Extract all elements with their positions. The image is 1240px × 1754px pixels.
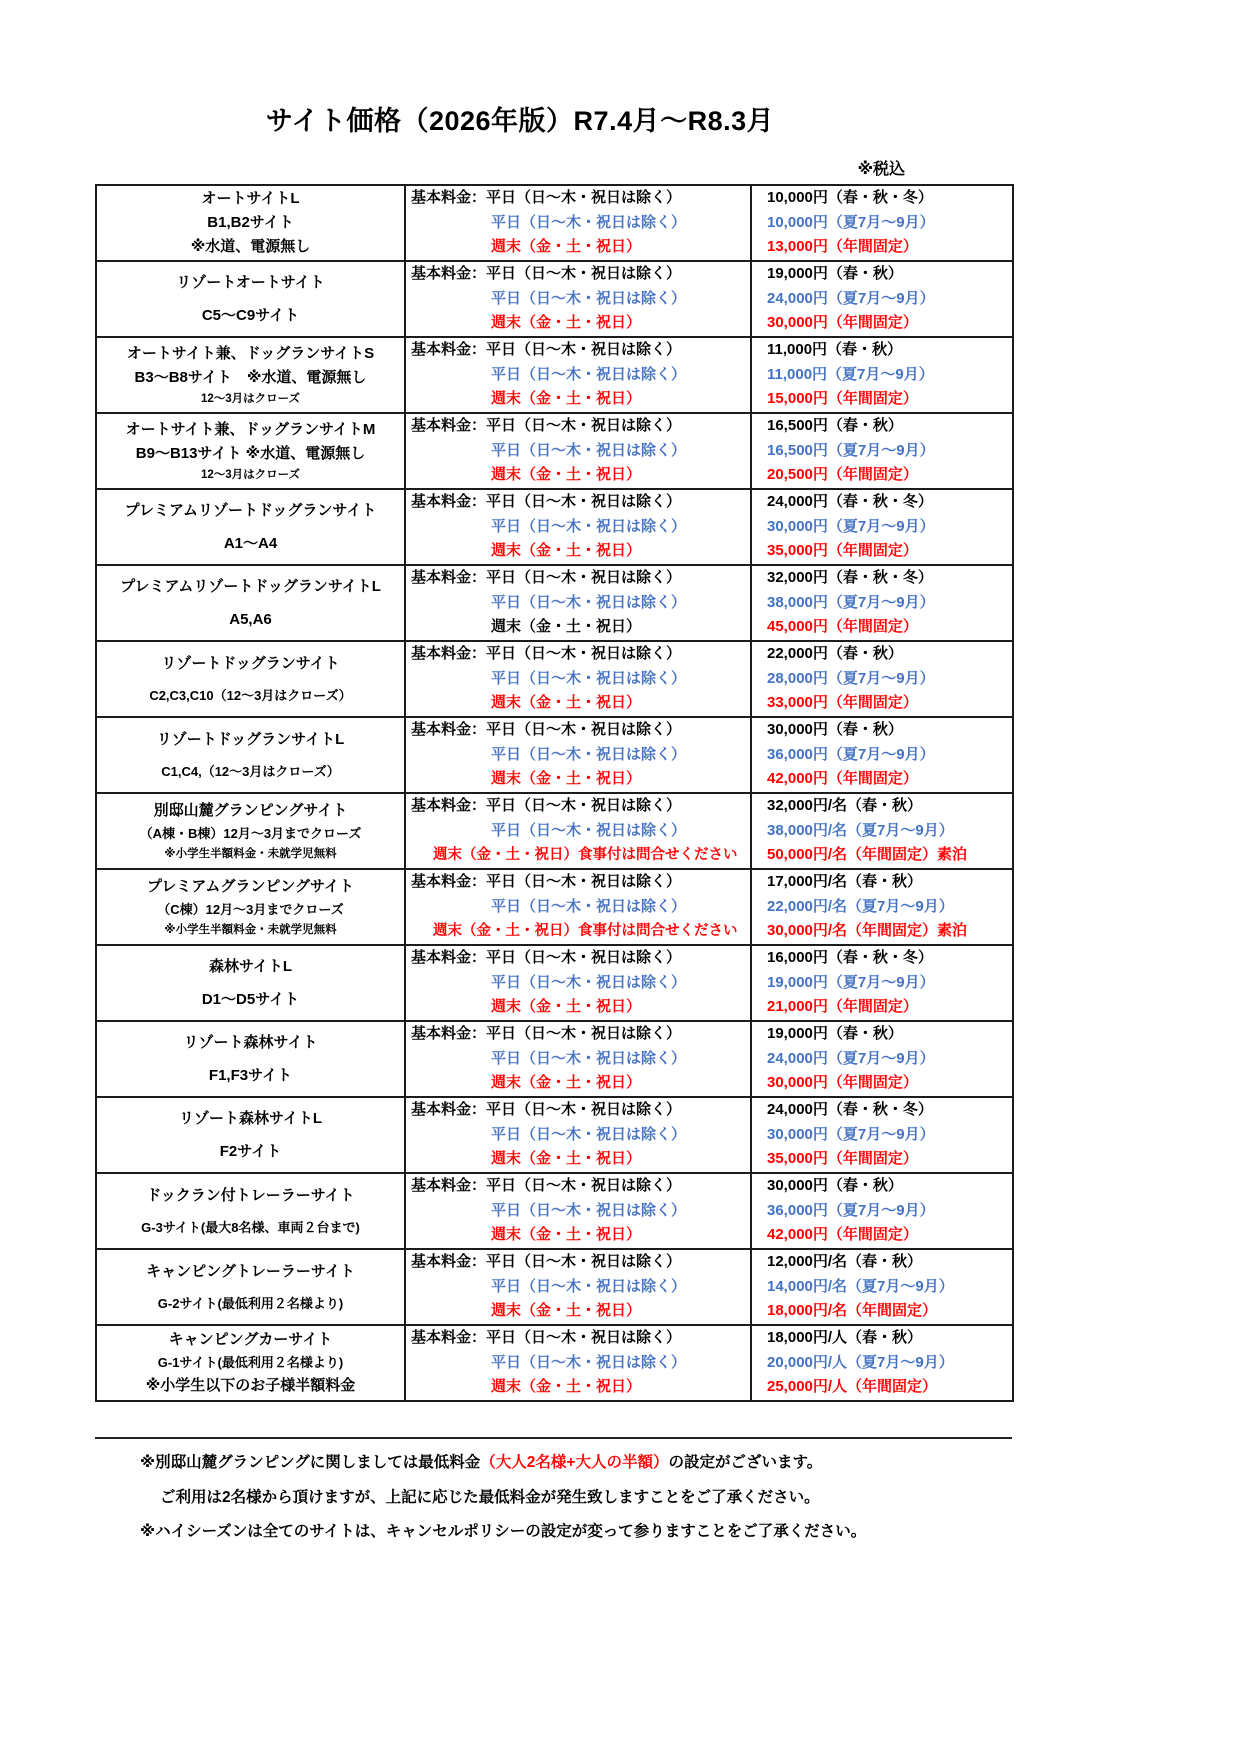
- site-name-line: キャンピングカーサイト: [168, 1331, 333, 1348]
- site-name-cell: [96, 261, 405, 337]
- table-row: [96, 945, 1013, 1021]
- footer-note-segment: ※ハイシーズンは全てのサイトは、キャンセルポリシーの設定が変って参りますことをご了承ください。: [140, 1523, 867, 1540]
- fee-lines: [406, 338, 750, 412]
- site-name-line: B9～B13サイト ※水道、電源無し: [135, 444, 366, 462]
- fee-lines: [406, 794, 750, 868]
- site-name-lines: [97, 794, 404, 868]
- fee-cell: [405, 641, 751, 717]
- fee-line: 基本料金：平日（日～木・祝日は除く）: [411, 265, 682, 283]
- price-lines: [752, 1250, 1012, 1324]
- table-row: [96, 717, 1013, 793]
- footer-note-line: [95, 1446, 1012, 1481]
- fee-line: 基本料金：平日（日～木・祝日は除く）: [411, 1329, 682, 1347]
- table-row: [96, 185, 1013, 261]
- fee-cell: [405, 565, 751, 641]
- price-line: 36,000円（夏7月～9月）: [767, 745, 935, 763]
- site-name-line: F2サイト: [219, 1142, 282, 1160]
- site-name-lines: [97, 566, 404, 640]
- price-cell: [751, 1249, 1013, 1325]
- site-name-cell: [96, 717, 405, 793]
- price-line: 21,000円（年間固定）: [767, 998, 918, 1016]
- price-line: 18,000円/人（春・秋）: [767, 1329, 923, 1347]
- fee-line: 基本料金：平日（日～木・祝日は除く）: [411, 797, 682, 815]
- price-line: 42,000円（年間固定）: [767, 770, 918, 788]
- fee-lines: [406, 414, 750, 488]
- price-line: 28,000円（夏7月～9月）: [767, 669, 935, 687]
- price-cell: [751, 1097, 1013, 1173]
- fee-line: 平日（日～木・祝日は除く）: [491, 821, 687, 839]
- price-line: 17,000円/名（春・秋）: [767, 873, 923, 891]
- fee-cell: [405, 1249, 751, 1325]
- price-line: 32,000円/名（春・秋）: [767, 797, 923, 815]
- site-name-cell: [96, 945, 405, 1021]
- price-table: [95, 184, 1014, 1402]
- fee-line: 平日（日～木・祝日は除く）: [491, 289, 687, 307]
- price-line: 19,000円（春・秋）: [767, 265, 903, 283]
- price-line: 25,000円/人（年間固定）: [767, 1378, 938, 1396]
- site-name-line: ※小学生以下のお子様半額料金: [145, 1377, 356, 1394]
- fee-line: 週末（金・土・祝日）: [491, 390, 642, 408]
- price-lines: [752, 414, 1012, 488]
- price-lines: [752, 794, 1012, 868]
- site-name-lines: [97, 1174, 404, 1248]
- fee-line: 週末（金・土・祝日）: [491, 618, 642, 636]
- site-name-line: G-1サイト(最低利用２名様より): [157, 1355, 344, 1370]
- price-lines: [752, 718, 1012, 792]
- fee-line: 基本料金：平日（日～木・祝日は除く）: [411, 1253, 682, 1271]
- fee-lines: [406, 1326, 750, 1400]
- fee-line: 基本料金：平日（日～木・祝日は除く）: [411, 645, 682, 663]
- price-line: 36,000円（夏7月～9月）: [767, 1201, 935, 1219]
- footer-divider: [95, 1437, 1012, 1439]
- price-lines: [752, 1326, 1012, 1400]
- fee-cell: [405, 337, 751, 413]
- price-cell: [751, 945, 1013, 1021]
- site-name-lines: [97, 642, 404, 716]
- fee-line: 基本料金：平日（日～木・祝日は除く）: [411, 569, 682, 587]
- price-line: 30,000円/名（年間固定）素泊: [767, 922, 968, 940]
- price-line: 33,000円（年間固定）: [767, 694, 918, 712]
- site-name-lines: [97, 262, 404, 336]
- fee-line: 週末（金・土・祝日）食事付は問合せください: [433, 923, 738, 940]
- site-name-lines: [97, 946, 404, 1020]
- site-name-lines: [97, 870, 404, 944]
- footer-note-segment: の設定がございます。: [668, 1454, 823, 1471]
- site-name-line: C5～C9サイト: [201, 306, 300, 324]
- fee-lines: [406, 1250, 750, 1324]
- site-name-cell: [96, 565, 405, 641]
- site-name-line: （A棟・B棟）12月～3月までクローズ: [139, 825, 362, 841]
- price-cell: [751, 1173, 1013, 1249]
- price-cell: [751, 337, 1013, 413]
- price-cell: [751, 413, 1013, 489]
- page-title: サイト価格（2026年版）R7.4月～R8.3月: [265, 106, 775, 136]
- site-name-line: D1～D5サイト: [201, 990, 300, 1008]
- price-cell: [751, 641, 1013, 717]
- fee-line: 週末（金・土・祝日）: [491, 998, 642, 1016]
- price-line: 11,000円（夏7月～9月）: [767, 365, 934, 383]
- price-line: 10,000円（夏7月～9月）: [767, 213, 935, 231]
- price-line: 50,000円/名（年間固定）素泊: [767, 846, 968, 864]
- site-name-lines: [97, 1250, 404, 1324]
- price-cell: [751, 869, 1013, 945]
- fee-line: 平日（日～木・祝日は除く）: [491, 897, 687, 915]
- fee-line: 平日（日～木・祝日は除く）: [491, 1049, 687, 1067]
- site-name-cell: [96, 641, 405, 717]
- site-name-line: リゾート森林サイト: [183, 1033, 318, 1051]
- site-name-lines: [97, 1326, 404, 1400]
- site-name-line: 12～3月はクローズ: [200, 468, 301, 481]
- price-line: 38,000円/名（夏7月～9月）: [767, 821, 954, 839]
- site-name-cell: [96, 1173, 405, 1249]
- site-name-line: オートサイト兼、ドッグランサイトS: [126, 344, 375, 362]
- price-line: 24,000円（夏7月～9月）: [767, 289, 935, 307]
- fee-lines: [406, 642, 750, 716]
- price-line: 16,500円（夏7月～9月）: [767, 441, 935, 459]
- price-line: 19,000円（春・秋）: [767, 1025, 903, 1043]
- fee-cell: [405, 1021, 751, 1097]
- price-lines: [752, 1174, 1012, 1248]
- fee-line: 週末（金・土・祝日）: [491, 542, 642, 560]
- site-name-line: G-2サイト(最低利用２名様より): [157, 1295, 344, 1311]
- price-table-body: [96, 185, 1013, 1401]
- fee-line: 週末（金・土・祝日）: [491, 1150, 642, 1168]
- site-name-line: A5,A6: [229, 610, 272, 628]
- site-name-line: （C棟）12月～3月までクローズ: [157, 901, 344, 917]
- fee-lines: [406, 1022, 750, 1096]
- table-row: [96, 489, 1013, 565]
- site-name-cell: [96, 1249, 405, 1325]
- footer-note-line: [95, 1515, 1012, 1550]
- fee-lines: [406, 186, 750, 260]
- site-name-lines: [97, 1098, 404, 1172]
- table-row: [96, 565, 1013, 641]
- site-name-line: リゾート森林サイトL: [178, 1109, 323, 1127]
- price-line: 16,500円（春・秋）: [767, 417, 903, 435]
- tax-included-note: ※税込: [857, 161, 905, 178]
- fee-lines: [406, 262, 750, 336]
- site-name-line: オートサイト兼、ドッグランサイトM: [125, 420, 376, 438]
- fee-line: 週末（金・土・祝日）: [491, 314, 642, 332]
- price-line: 11,000円（春・秋）: [767, 341, 903, 359]
- footer-note-line: [95, 1481, 1012, 1516]
- site-name-line: B1,B2サイト: [207, 214, 294, 231]
- footer-note-segment: ※別邸山麓グランピングに関しましては最低料金: [140, 1454, 481, 1471]
- price-line: 35,000円（年間固定）: [767, 542, 918, 560]
- fee-line: 平日（日～木・祝日は除く）: [491, 365, 687, 383]
- price-lines: [752, 186, 1012, 260]
- fee-line: 平日（日～木・祝日は除く）: [491, 745, 687, 763]
- site-name-line: G-3サイト(最大8名様、車両２台まで): [141, 1219, 360, 1235]
- fee-line: 基本料金：平日（日～木・祝日は除く）: [411, 1177, 682, 1195]
- price-line: 10,000円（春・秋・冬）: [767, 189, 933, 207]
- site-name-line: ※小学生半額料金・未就学児無料: [164, 847, 337, 860]
- fee-lines: [406, 946, 750, 1020]
- price-line: 19,000円（夏7月～9月）: [767, 973, 935, 991]
- fee-line: 平日（日～木・祝日は除く）: [491, 973, 687, 991]
- price-cell: [751, 489, 1013, 565]
- site-name-cell: [96, 1097, 405, 1173]
- site-name-cell: [96, 793, 405, 869]
- site-name-lines: [97, 338, 404, 412]
- price-line: 45,000円（年間固定）: [767, 618, 918, 636]
- price-line: 32,000円（春・秋・冬）: [767, 569, 933, 587]
- price-lines: [752, 262, 1012, 336]
- footer-note-segment: ご利用は2名様から頂けますが、上記に応じた最低料金が発生致しますことをご了承ください。: [160, 1488, 820, 1506]
- fee-line: 基本料金：平日（日～木・祝日は除く）: [411, 1025, 682, 1043]
- table-row: [96, 1325, 1013, 1401]
- price-line: 30,000円（年間固定）: [767, 314, 918, 332]
- fee-line: 週末（金・土・祝日）: [491, 238, 642, 256]
- fee-cell: [405, 793, 751, 869]
- site-name-line: 別邸山麓グランピングサイト: [153, 801, 348, 819]
- site-name-line: A1～A4: [223, 534, 278, 552]
- price-cell: [751, 565, 1013, 641]
- fee-lines: [406, 566, 750, 640]
- price-line: 35,000円（年間固定）: [767, 1150, 918, 1168]
- fee-cell: [405, 1325, 751, 1401]
- site-name-cell: [96, 869, 405, 945]
- fee-line: 平日（日～木・祝日は除く）: [491, 593, 687, 611]
- fee-line: 週末（金・土・祝日）: [491, 1302, 642, 1320]
- fee-lines: [406, 490, 750, 564]
- footer-note-segment: （大人2名様+大人の半額）: [480, 1454, 669, 1471]
- price-line: 38,000円（夏7月～9月）: [767, 593, 935, 611]
- site-name-line: B3～B8サイト ※水道、電源無し: [134, 368, 367, 386]
- price-line: 13,000円（年間固定）: [767, 238, 918, 256]
- fee-cell: [405, 413, 751, 489]
- site-name-line: C1,C4,（12～3月はクローズ）: [161, 763, 340, 779]
- fee-line: 平日（日～木・祝日は除く）: [491, 441, 687, 459]
- price-line: 24,000円（夏7月～9月）: [767, 1049, 935, 1067]
- site-name-cell: [96, 413, 405, 489]
- site-name-lines: [97, 186, 404, 260]
- fee-line: 週末（金・土・祝日）食事付は問合せください: [433, 847, 738, 864]
- fee-line: 平日（日～木・祝日は除く）: [491, 1277, 687, 1295]
- price-cell: [751, 1021, 1013, 1097]
- price-line: 30,000円（春・秋）: [767, 1177, 903, 1195]
- price-lines: [752, 490, 1012, 564]
- site-name-lines: [97, 490, 404, 564]
- site-name-line: 森林サイトL: [208, 957, 293, 975]
- fee-line: 平日（日～木・祝日は除く）: [491, 213, 687, 231]
- site-name-line: オートサイトL: [201, 190, 300, 207]
- fee-line: 週末（金・土・祝日）: [491, 1226, 642, 1244]
- fee-line: 平日（日～木・祝日は除く）: [491, 1201, 687, 1219]
- price-line: 14,000円/名（夏7月～9月）: [767, 1277, 954, 1295]
- fee-line: 週末（金・土・祝日）: [491, 694, 642, 712]
- fee-line: 基本料金：平日（日～木・祝日は除く）: [411, 341, 682, 359]
- price-lines: [752, 946, 1012, 1020]
- price-line: 16,000円（春・秋・冬）: [767, 949, 933, 967]
- price-line: 20,500円（年間固定）: [767, 466, 918, 484]
- site-name-line: リゾートオートサイト: [176, 273, 325, 291]
- price-lines: [752, 1098, 1012, 1172]
- table-row: [96, 1097, 1013, 1173]
- fee-cell: [405, 717, 751, 793]
- table-row: [96, 337, 1013, 413]
- site-name-cell: [96, 489, 405, 565]
- price-line: 18,000円/名（年間固定）: [767, 1302, 938, 1320]
- price-line: 20,000円/人（夏7月～9月）: [767, 1353, 954, 1371]
- fee-line: 基本料金：平日（日～木・祝日は除く）: [411, 721, 682, 739]
- table-row: [96, 1173, 1013, 1249]
- fee-line: 週末（金・土・祝日）: [491, 1378, 642, 1396]
- price-line: 12,000円/名（春・秋）: [767, 1253, 923, 1271]
- site-name-line: ※水道、電源無し: [190, 238, 311, 255]
- fee-cell: [405, 489, 751, 565]
- price-cell: [751, 793, 1013, 869]
- price-line: 22,000円（春・秋）: [767, 645, 903, 663]
- price-cell: [751, 185, 1013, 261]
- table-row: [96, 869, 1013, 945]
- table-row: [96, 261, 1013, 337]
- price-line: 42,000円（年間固定）: [767, 1226, 918, 1244]
- price-line: 15,000円（年間固定）: [767, 390, 918, 408]
- fee-cell: [405, 185, 751, 261]
- table-row: [96, 1021, 1013, 1097]
- site-name-cell: [96, 1021, 405, 1097]
- fee-line: 週末（金・土・祝日）: [491, 466, 642, 484]
- footer-notes: [95, 1446, 1012, 1550]
- price-cell: [751, 261, 1013, 337]
- fee-lines: [406, 718, 750, 792]
- price-line: 30,000円（夏7月～9月）: [767, 517, 935, 535]
- price-line: 22,000円/名（夏7月～9月）: [767, 897, 954, 915]
- price-lines: [752, 1022, 1012, 1096]
- fee-line: 基本料金：平日（日～木・祝日は除く）: [411, 493, 682, 511]
- price-line: 24,000円（春・秋・冬）: [767, 1101, 933, 1119]
- site-name-line: プレミアムグランピングサイト: [146, 877, 354, 895]
- fee-line: 基本料金：平日（日～木・祝日は除く）: [411, 1101, 682, 1119]
- fee-line: 基本料金：平日（日～木・祝日は除く）: [411, 949, 682, 967]
- fee-line: 平日（日～木・祝日は除く）: [491, 517, 687, 535]
- table-row: [96, 1249, 1013, 1325]
- site-name-lines: [97, 414, 404, 488]
- fee-line: 基本料金：平日（日～木・祝日は除く）: [411, 189, 682, 207]
- site-name-line: キャンピングトレーラーサイト: [146, 1262, 355, 1280]
- site-name-line: ドックラン付トレーラーサイト: [146, 1186, 355, 1204]
- site-name-lines: [97, 718, 404, 792]
- price-lines: [752, 642, 1012, 716]
- site-name-line: ※小学生半額料金・未就学児無料: [164, 923, 337, 936]
- table-row: [96, 413, 1013, 489]
- price-line: 30,000円（春・秋）: [767, 721, 903, 739]
- table-row: [96, 641, 1013, 717]
- price-lines: [752, 566, 1012, 640]
- fee-line: 基本料金：平日（日～木・祝日は除く）: [411, 417, 682, 435]
- site-name-line: プレミアムリゾートドッグランサイトL: [120, 577, 381, 595]
- price-lines: [752, 870, 1012, 944]
- site-name-line: リゾートドッグランサイトL: [156, 730, 345, 748]
- fee-lines: [406, 870, 750, 944]
- site-name-line: 12～3月はクローズ: [200, 392, 301, 405]
- price-lines: [752, 338, 1012, 412]
- fee-cell: [405, 261, 751, 337]
- site-name-cell: [96, 185, 405, 261]
- price-line: 30,000円（夏7月～9月）: [767, 1125, 935, 1143]
- site-name-line: リゾートドッグランサイト: [161, 654, 340, 672]
- fee-line: 平日（日～木・祝日は除く）: [491, 669, 687, 687]
- fee-line: 週末（金・土・祝日）: [491, 1074, 642, 1092]
- fee-lines: [406, 1098, 750, 1172]
- fee-line: 平日（日～木・祝日は除く）: [491, 1125, 687, 1143]
- site-name-cell: [96, 337, 405, 413]
- fee-line: 基本料金：平日（日～木・祝日は除く）: [411, 873, 682, 891]
- price-cell: [751, 717, 1013, 793]
- table-row: [96, 793, 1013, 869]
- price-line: 30,000円（年間固定）: [767, 1074, 918, 1092]
- fee-cell: [405, 945, 751, 1021]
- site-name-lines: [97, 1022, 404, 1096]
- fee-cell: [405, 1173, 751, 1249]
- site-name-cell: [96, 1325, 405, 1401]
- site-name-line: C2,C3,C10（12～3月はクローズ）: [149, 687, 352, 703]
- site-name-line: F1,F3サイト: [208, 1066, 293, 1084]
- fee-line: 平日（日～木・祝日は除く）: [491, 1353, 687, 1371]
- price-line: 24,000円（春・秋・冬）: [767, 493, 933, 511]
- fee-lines: [406, 1174, 750, 1248]
- price-cell: [751, 1325, 1013, 1401]
- site-name-line: プレミアムリゾートドッグランサイト: [124, 501, 377, 519]
- fee-line: 週末（金・土・祝日）: [491, 770, 642, 788]
- fee-cell: [405, 1097, 751, 1173]
- fee-cell: [405, 869, 751, 945]
